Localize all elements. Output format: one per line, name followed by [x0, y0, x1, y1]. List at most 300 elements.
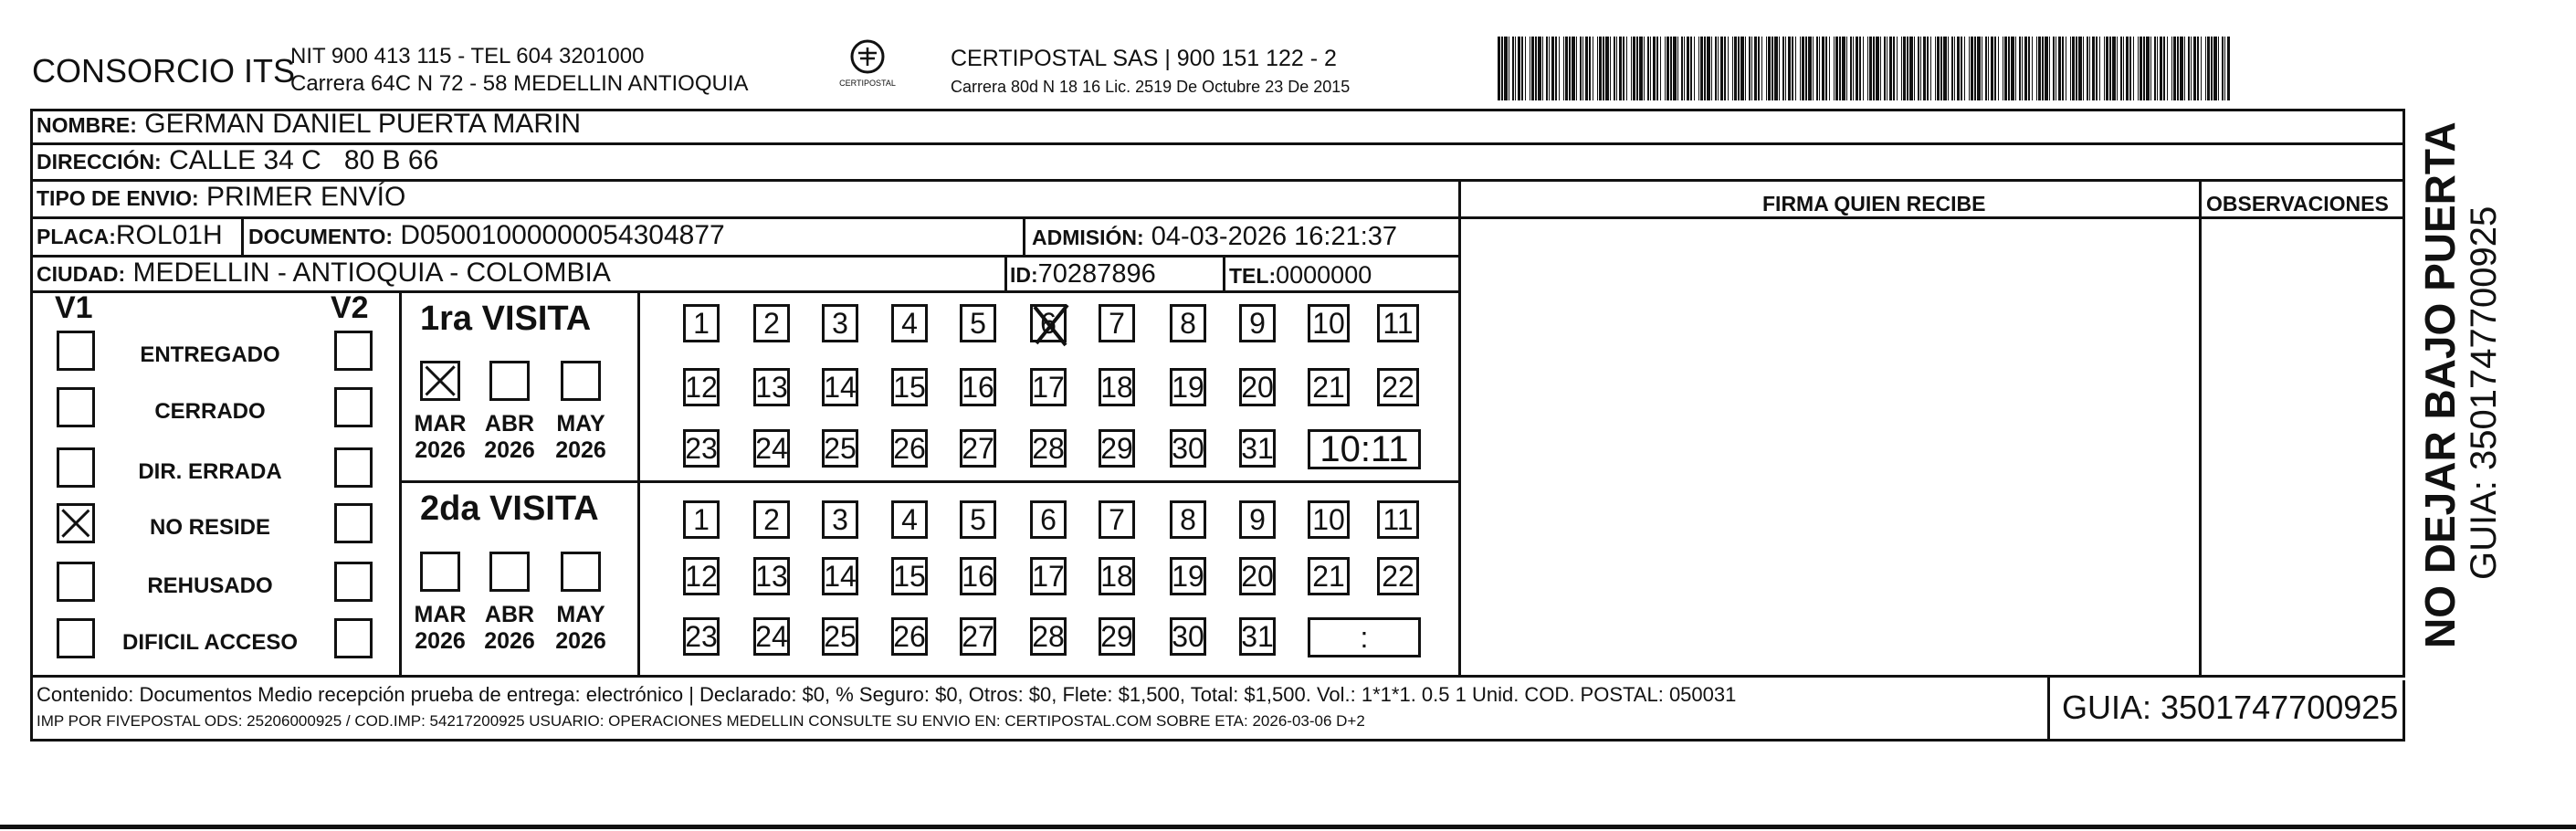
barcode-bar	[1515, 37, 1516, 100]
day-box[interactable]: 6	[1030, 304, 1067, 342]
barcode-bar	[1656, 37, 1658, 100]
barcode-bar	[2045, 37, 2048, 100]
barcode-bar	[1525, 37, 1526, 100]
barcode-bar	[1907, 37, 1908, 100]
visit-time-box[interactable]: 10:11	[1308, 429, 1421, 469]
month-label: ABR 2026	[484, 602, 535, 654]
barcode-bar	[1603, 37, 1604, 100]
barcode-bar	[1940, 37, 1942, 100]
barcode-bar	[2036, 37, 2037, 100]
barcode-bar	[1711, 37, 1712, 100]
day-box[interactable]: 19	[1170, 557, 1206, 595]
barcode-bar	[1863, 37, 1864, 100]
barcode-bar	[1991, 37, 1993, 100]
barcode-bar	[1901, 37, 1902, 100]
barcode-bar	[1745, 37, 1746, 100]
status-label: DIR. ERRADA	[138, 459, 282, 484]
month-checkbox-abr[interactable]	[489, 361, 530, 401]
month-checkbox-may[interactable]	[561, 361, 601, 401]
barcode-bar	[1504, 37, 1508, 100]
barcode-bar	[1903, 37, 1906, 100]
barcode-bar	[1785, 37, 1786, 100]
day-box[interactable]: 11	[1377, 500, 1419, 539]
id-row	[1010, 261, 1156, 288]
barcode-bar	[2011, 37, 2014, 100]
barcode-bar	[2053, 37, 2055, 100]
barcode-bar	[1749, 37, 1751, 100]
barcode-bar	[1576, 37, 1577, 100]
plate-row	[37, 222, 223, 249]
company-name: CONSORCIO ITS	[32, 52, 296, 89]
day-box[interactable]: 4	[891, 500, 928, 539]
day-box[interactable]: 14	[822, 368, 858, 406]
barcode-bar	[2138, 37, 2139, 100]
barcode-bar	[1660, 37, 1661, 100]
day-box[interactable]: 28	[1030, 617, 1067, 656]
barcode-bar	[2106, 37, 2108, 100]
day-box[interactable]: 17	[1030, 557, 1067, 595]
day-box[interactable]: 24	[753, 429, 790, 468]
barcode-bar	[1582, 37, 1583, 100]
day-box[interactable]: 10	[1308, 500, 1350, 539]
certipostal-logo-icon	[847, 37, 888, 77]
barcode-bar	[2022, 37, 2023, 100]
barcode-bar	[1935, 37, 1936, 100]
v2-checkbox[interactable]	[334, 447, 373, 488]
barcode-bar	[2207, 37, 2210, 100]
barcode-bar	[2184, 37, 2185, 100]
tel-row	[1229, 263, 1372, 288]
barcode-bar	[2109, 37, 2111, 100]
barcode-bar	[1639, 37, 1643, 100]
status-label: NO RESIDE	[149, 515, 271, 540]
barcode-bar	[2038, 37, 2041, 100]
barcode-bar	[2019, 37, 2021, 100]
barcode-bar	[2092, 37, 2095, 100]
barcode-bar	[1813, 37, 1814, 100]
barcode-bar	[1873, 37, 1875, 100]
barcode-bar	[1829, 37, 1830, 100]
visit-divider	[399, 480, 1460, 483]
barcode-bar	[1738, 37, 1740, 100]
barcode-bar	[1704, 37, 1706, 100]
barcode-bar	[1805, 37, 1807, 100]
day-box[interactable]: 21	[1308, 368, 1350, 406]
barcode-bar	[2062, 37, 2064, 100]
footer-guia-divider	[2047, 675, 2050, 742]
day-box[interactable]: 2	[753, 304, 790, 342]
v2-checkbox[interactable]	[334, 503, 373, 543]
barcode-bar	[1631, 37, 1632, 100]
barcode-bar	[1572, 37, 1575, 100]
barcode-bar	[1585, 37, 1588, 100]
day-box[interactable]: 13	[753, 557, 790, 595]
day-box[interactable]: 19	[1170, 368, 1206, 406]
barcode-bar	[1616, 37, 1617, 100]
day-box[interactable]: 16	[960, 557, 996, 595]
day-box[interactable]: 29	[1099, 429, 1135, 468]
barcode-bar	[2126, 37, 2129, 100]
barcode-bar	[1846, 37, 1847, 100]
barcode-bar	[1889, 37, 1892, 100]
admission-datetime: 04-03-2026 16:21:37	[1151, 222, 1398, 251]
barcode-bar	[1538, 37, 1541, 100]
day-box[interactable]: 9	[1239, 304, 1276, 342]
day-box[interactable]: 27	[960, 617, 996, 656]
barcode-bar	[1792, 37, 1793, 100]
barcode-bar	[1825, 37, 1827, 100]
barcode-bar	[2008, 37, 2010, 100]
city-value: MEDELLIN - ANTIOQUIA - COLOMBIA	[132, 258, 611, 288]
barcode-bar	[1626, 37, 1627, 100]
day-box[interactable]: 1	[683, 304, 720, 342]
day-box[interactable]: 28	[1030, 429, 1067, 468]
barcode-bar	[2154, 37, 2156, 100]
barcode-bar	[2213, 37, 2217, 100]
barcode-bar	[1555, 37, 1557, 100]
company-nit-tel: NIT 900 413 115 - TEL 604 3201000	[290, 44, 645, 68]
barcode-bar	[1768, 37, 1771, 100]
documento-label: DOCUMENTO:	[248, 225, 394, 248]
signature-area[interactable]	[1463, 219, 2197, 673]
barcode-bar	[1957, 37, 1960, 100]
day-box[interactable]: 29	[1099, 617, 1135, 656]
admision-label: ADMISIÓN:	[1032, 226, 1144, 249]
admission-row	[1032, 224, 1397, 250]
day-box[interactable]: 25	[822, 429, 858, 468]
day-box[interactable]: 24	[753, 617, 790, 656]
barcode-bar	[1667, 37, 1669, 100]
barcode-bar	[1835, 37, 1838, 100]
day-box[interactable]: 25	[822, 617, 858, 656]
barcode-bar	[1766, 37, 1767, 100]
barcode-bar	[1918, 37, 1919, 100]
barcode-bar	[1687, 37, 1689, 100]
barcode-bar	[2211, 37, 2213, 100]
barcode-bar	[1948, 37, 1949, 100]
barcode-bar	[1549, 37, 1550, 100]
barcode-bar	[1614, 37, 1615, 100]
barcode-bar	[1951, 37, 1953, 100]
shipment-type: PRIMER ENVÍO	[205, 182, 406, 212]
day-box[interactable]: 12	[683, 368, 720, 406]
day-box[interactable]: 14	[822, 557, 858, 595]
company-address: Carrera 64C N 72 - 58 MEDELLIN ANTIOQUIA	[290, 71, 749, 96]
barcode-bar	[2197, 37, 2199, 100]
barcode-bar	[1677, 37, 1678, 100]
barcode-bar	[2089, 37, 2090, 100]
barcode-bar	[1653, 37, 1656, 100]
barcode-bar	[1909, 37, 1913, 100]
barcode-bar	[2028, 37, 2030, 100]
barcode-bar	[1802, 37, 1804, 100]
barcode-bar	[2120, 37, 2122, 100]
v2-checkbox[interactable]	[334, 331, 373, 371]
barcode-bar	[1605, 37, 1609, 100]
barcode-bar	[1665, 37, 1666, 100]
day-box[interactable]: 31	[1239, 617, 1276, 656]
barcode-bar	[1633, 37, 1635, 100]
day-box[interactable]: 18	[1099, 557, 1135, 595]
barcode-bar	[1923, 37, 1926, 100]
barcode-bar	[1842, 37, 1845, 100]
barcode-bar	[1501, 37, 1503, 100]
visit-time-box[interactable]: :	[1308, 617, 1421, 657]
month-checkbox-mar[interactable]	[420, 361, 460, 401]
month-checkbox-abr[interactable]	[489, 552, 530, 592]
barcode-bar	[1772, 37, 1773, 100]
day-box[interactable]: 27	[960, 429, 996, 468]
barcode-bar	[1636, 37, 1638, 100]
day-box[interactable]: 30	[1170, 617, 1206, 656]
barcode-bar	[1853, 37, 1854, 100]
observations-label: OBSERVACIONES	[2206, 192, 2389, 216]
barcode-bar	[1535, 37, 1537, 100]
day-box[interactable]: 26	[891, 617, 928, 656]
v2-label: V2	[331, 290, 369, 325]
carrier-address: Carrera 80d N 18 16 Lic. 2519 De Octubre 23 De 2015	[951, 78, 1351, 96]
barcode-bar	[1937, 37, 1940, 100]
day-box[interactable]: 22	[1377, 368, 1419, 406]
barcode-bar	[1690, 37, 1692, 100]
barcode-bar	[1985, 37, 1987, 100]
barcode-bar	[1943, 37, 1947, 100]
day-box[interactable]: 4	[891, 304, 928, 342]
placa-label: PLACA:	[37, 225, 116, 248]
barcode-bar	[1498, 37, 1500, 100]
day-box[interactable]: 11	[1377, 304, 1419, 342]
barcode-bar	[2167, 37, 2168, 100]
barcode-bar	[1740, 37, 1744, 100]
barcode-bar	[1884, 37, 1886, 100]
barcode-bar	[2218, 37, 2219, 100]
day-box[interactable]: 23	[683, 617, 720, 656]
barcode-bar	[2072, 37, 2075, 100]
day-box[interactable]: 13	[753, 368, 790, 406]
barcode-bar	[1673, 37, 1677, 100]
day-box[interactable]: 3	[822, 304, 858, 342]
barcode-bar	[1988, 37, 1989, 100]
day-box[interactable]: 23	[683, 429, 720, 468]
day-box[interactable]: 5	[960, 304, 996, 342]
barcode-bar	[2104, 37, 2105, 100]
tel-value: 0000000	[1276, 261, 1372, 289]
day-box[interactable]: 6	[1030, 500, 1067, 539]
day-box[interactable]: 1	[683, 500, 720, 539]
barcode-bar	[1531, 37, 1534, 100]
status-label: DIFICIL ACCESO	[121, 630, 298, 655]
barcode-bar	[1684, 37, 1685, 100]
footer-imp-line: IMP POR FIVEPOSTAL ODS: 25206000925 / COD.IMP: 54217200925 USUARIO: OPERACIONES MEDELLIN CONSULTE SU ENVIO EN: CERTIPOSTAL.COM SOBRE ETA: 2026-03-06 D+2	[37, 712, 1365, 730]
day-box[interactable]: 18	[1099, 368, 1135, 406]
barcode-bar	[2157, 37, 2158, 100]
barcode-bar	[1880, 37, 1881, 100]
tel-label: TEL:	[1229, 264, 1277, 288]
barcode-bar	[1644, 37, 1645, 100]
barcode-bar	[1788, 37, 1791, 100]
barcode-bar	[2015, 37, 2016, 100]
month-label: MAY 2026	[555, 411, 606, 463]
barcode-bar	[2205, 37, 2206, 100]
header-admision-divider	[1023, 216, 1025, 257]
day-box[interactable]: 30	[1170, 429, 1206, 468]
v2-checkbox[interactable]	[334, 387, 373, 427]
day-box[interactable]: 20	[1239, 368, 1276, 406]
barcode-bar	[1734, 37, 1737, 100]
barcode-bar	[1728, 37, 1729, 100]
day-box[interactable]: 5	[960, 500, 996, 539]
barcode-bar	[1839, 37, 1841, 100]
barcode-bar	[2032, 37, 2033, 100]
barcode-bar	[1971, 37, 1973, 100]
barcode-bar	[1822, 37, 1824, 100]
barcode-bar	[1969, 37, 1970, 100]
document-value: D05001000000054304877	[400, 220, 725, 250]
v1-label: V1	[55, 290, 93, 325]
footer-content-line: Contenido: Documentos Medio recepción prueba de entrega: electrónico | Declarado: $0, % Seguro: $0, Otros: $0, Flete: $1,500, Total: $1,500. Vol.: 1*1*1. 0.5 1 Unid. COD. POSTAL: 050031	[37, 683, 1737, 706]
barcode-bar	[1974, 37, 1976, 100]
barcode-bar	[1707, 37, 1710, 100]
barcode-bar	[1751, 37, 1752, 100]
barcode-bar	[2049, 37, 2050, 100]
barcode-bar	[1869, 37, 1872, 100]
day-box[interactable]: 12	[683, 557, 720, 595]
barcode-bar	[2173, 37, 2176, 100]
barcode-bar	[1808, 37, 1812, 100]
recipient-address-row	[37, 147, 438, 174]
ciudad-label: CIUDAD:	[37, 262, 126, 286]
barcode-bar	[1754, 37, 1757, 100]
barcode-bar	[2133, 37, 2134, 100]
barcode-bar	[2117, 37, 2118, 100]
plate-value: ROL01H	[115, 220, 223, 250]
barcode-bar	[1819, 37, 1820, 100]
barcode-bar	[1715, 37, 1717, 100]
day-box[interactable]: 15	[891, 557, 928, 595]
barcode-bar	[1732, 37, 1733, 100]
barcode-bar	[1542, 37, 1543, 100]
day-box[interactable]: 10	[1308, 304, 1350, 342]
day-mark-x	[1024, 298, 1078, 352]
barcode-bar	[1834, 37, 1835, 100]
day-box[interactable]: 7	[1099, 304, 1135, 342]
observations-area[interactable]	[2203, 219, 2401, 673]
barcode-bar	[1856, 37, 1858, 100]
status-label: CERRADO	[154, 399, 266, 424]
barcode-bar	[2076, 37, 2077, 100]
month-checkbox-may[interactable]	[561, 552, 601, 592]
barcode-bar	[1774, 37, 1778, 100]
barcode-bar	[1893, 37, 1895, 100]
status-divider	[399, 290, 402, 677]
barcode-bar	[1994, 37, 1996, 100]
barcode-bar	[2193, 37, 2196, 100]
barcode-bar	[1512, 37, 1514, 100]
day-box[interactable]: 8	[1170, 304, 1206, 342]
barcode-bar	[1700, 37, 1703, 100]
recipient-name: GERMAN DANIEL PUERTA MARIN	[144, 109, 582, 139]
barcode-bar	[1681, 37, 1683, 100]
nombre-label: NOMBRE:	[37, 113, 137, 137]
barcode-bar	[1964, 37, 1965, 100]
day-box[interactable]: 3	[822, 500, 858, 539]
barcode-bar	[1720, 37, 1723, 100]
barcode-bar	[2160, 37, 2162, 100]
barcode-bar	[2163, 37, 2165, 100]
day-box[interactable]: 15	[891, 368, 928, 406]
day-box[interactable]: 21	[1308, 557, 1350, 595]
barcode-bar	[2024, 37, 2027, 100]
side-guia: GUIA: 3501747700925	[2464, 205, 2504, 580]
barcode-bar	[1998, 37, 1999, 100]
barcode-bar	[1867, 37, 1868, 100]
barcode-bar	[1927, 37, 1929, 100]
barcode-bar	[2078, 37, 2082, 100]
barcode-bar	[1850, 37, 1852, 100]
barcode-bar	[1914, 37, 1915, 100]
barcode-bar	[2227, 37, 2230, 100]
barcode-bar	[2180, 37, 2183, 100]
day-box[interactable]: 2	[753, 500, 790, 539]
v2-checkbox[interactable]	[334, 562, 373, 602]
barcode-bar	[1724, 37, 1726, 100]
barcode-bar	[1597, 37, 1598, 100]
month-checkbox-mar[interactable]	[420, 552, 460, 592]
barcode-bar	[1650, 37, 1651, 100]
barcode-bar	[2058, 37, 2061, 100]
day-box[interactable]: 20	[1239, 557, 1276, 595]
day-box[interactable]: 7	[1099, 500, 1135, 539]
barcode	[1498, 37, 2233, 100]
day-box[interactable]: 22	[1377, 557, 1419, 595]
barcode-bar	[1610, 37, 1611, 100]
status-label: REHUSADO	[147, 573, 273, 598]
barcode-bar	[2224, 37, 2225, 100]
footer-guia: GUIA: 3501747700925	[2062, 689, 2399, 726]
header-id-divider	[1004, 255, 1007, 292]
certipostal-logo-text: CERTIPOSTAL	[839, 79, 896, 88]
barcode-bar	[2004, 37, 2007, 100]
barcode-bar	[1559, 37, 1560, 100]
day-box[interactable]: 17	[1030, 368, 1067, 406]
v2-checkbox[interactable]	[334, 618, 373, 658]
barcode-bar	[1569, 37, 1571, 100]
barcode-bar	[2143, 37, 2145, 100]
barcode-bar	[1930, 37, 1931, 100]
barcode-bar	[2070, 37, 2071, 100]
barcode-bar	[2191, 37, 2192, 100]
barcode-bar	[2222, 37, 2224, 100]
day-box[interactable]: 8	[1170, 500, 1206, 539]
tipo-envio-label: TIPO DE ENVIO:	[37, 186, 199, 210]
barcode-bar	[1589, 37, 1591, 100]
barcode-bar	[2177, 37, 2179, 100]
day-box[interactable]: 16	[960, 368, 996, 406]
day-box[interactable]: 9	[1239, 500, 1276, 539]
day-box[interactable]: 31	[1239, 429, 1276, 468]
days-divider	[637, 290, 640, 677]
month-label: ABR 2026	[484, 411, 535, 463]
barcode-bar	[2099, 37, 2100, 100]
barcode-bar	[1694, 37, 1695, 100]
barcode-bar	[1670, 37, 1672, 100]
barcode-bar	[1718, 37, 1719, 100]
barcode-bar	[2087, 37, 2088, 100]
recipient-name-row	[37, 110, 581, 138]
day-box[interactable]: 26	[891, 429, 928, 468]
signature-left-line	[1458, 179, 1461, 677]
bottom-rule	[0, 825, 2576, 829]
